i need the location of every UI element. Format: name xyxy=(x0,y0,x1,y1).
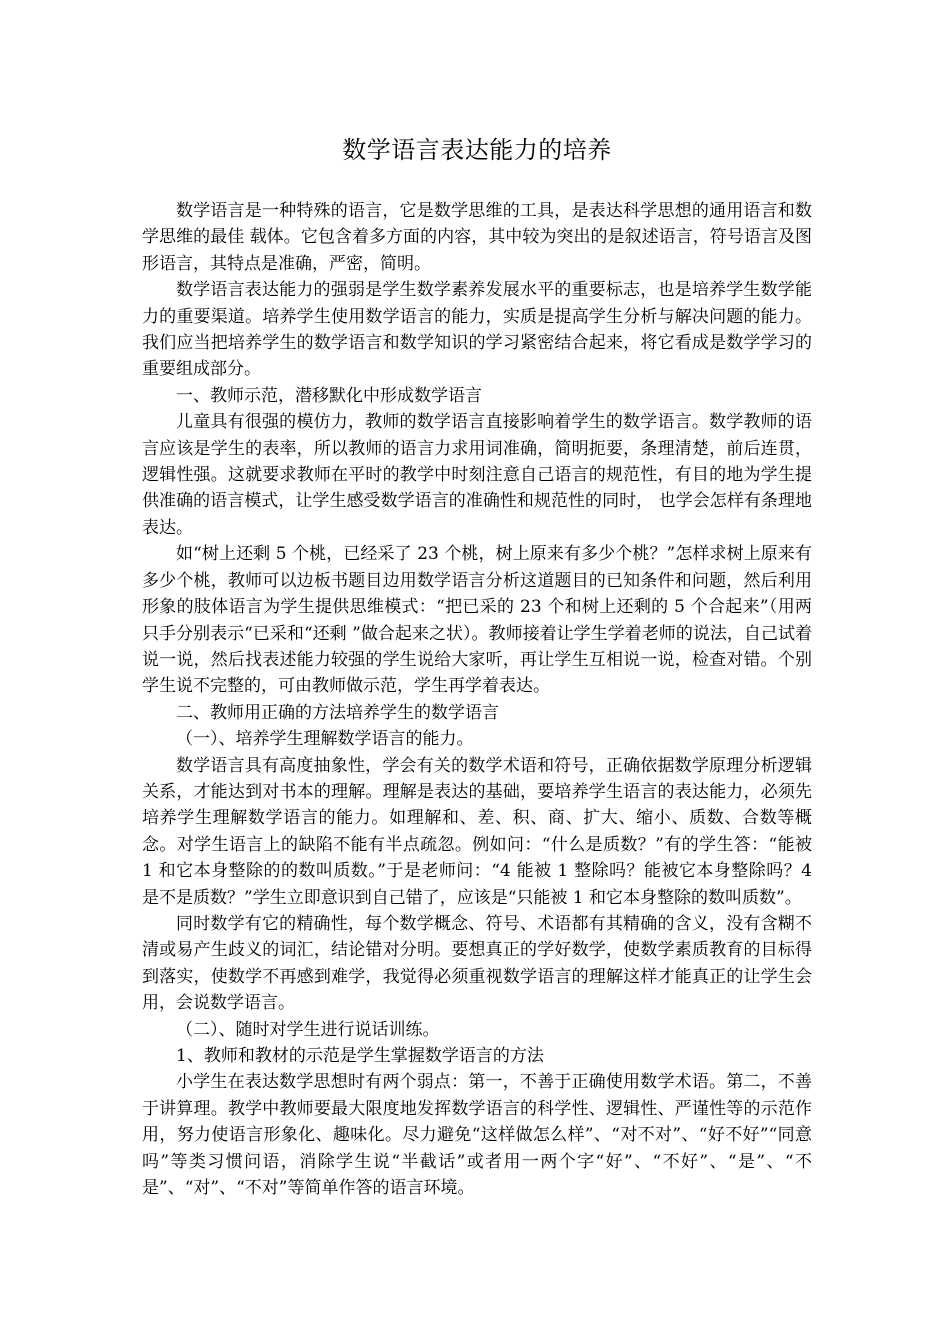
paragraph-intro: 数学语言是一种特殊的语言，它是数学思维的工具，是表达科学思想的通用语言和数学思维的最佳 载体。它包含着多方面的内容，其中较为突出的是叙述语言，符号语言及图形语言，其特点是准确，严密，简明。 xyxy=(142,201,812,274)
document-title: 数学语言表达能力的培养 xyxy=(342,136,612,164)
section-heading-2: 二、教师用正确的方法培养学生的数学语言 xyxy=(176,702,499,723)
paragraph-understanding: 数学语言具有高度抽象性，学会有关的数学术语和符号，正确依据数学原理分析逻辑关系，才能达到对书本的理解。理解是表达的基础，要培养学生语言的表达能力，必须先培养学生理解数学语言的能力。如理解和、差、积、商、扩大、缩小、质数、合数等概念。对学生语言上的缺陷不能有半点疏忽。例如问：“什么是质数？”有的学生答：“能被 1 和它本身整除的的数叫质数。”于是老师问：“4 能被 1 整除吗？能被它本身整除吗？4 是不是质数？”学生立即意识到自己错了，应该是“只能被 1 和它本身整除的数叫质数”。 xyxy=(142,755,812,908)
subsection-heading-1: （一）、培养学生理解数学语言的能力。 xyxy=(176,729,474,750)
subsection-heading-2: （二）、随时对学生进行说话训练。 xyxy=(176,1019,440,1040)
paragraph-imitation: 儿童具有很强的模仿力，教师的数学语言直接影响着学生的数学语言。数学教师的语言应该是学生的表率，所以教师的语言力求用词准确，简明扼要，条理清楚，前后连贯，逻辑性强。这就要求教师在平时的教学中时刻注意自己语言的规范性，有目的地为学生提供准确的语言模式，让学生感受数学语言的准确性和规范性的同时， 也学会怎样有条理地表达。 xyxy=(142,412,812,538)
section-heading-1: 一、教师示范，潜移默化中形成数学语言 xyxy=(176,385,482,406)
paragraph-precision: 同时数学有它的精确性，每个数学概念、符号、术语都有其精确的含义，没有含糊不清或易产生歧义的词汇，结论错对分明。要想真正的学好数学，使数学素质教育的目标得到落实，使数学不再感到难学，我觉得必须重视数学语言的理解这样才能真正的让学生会用，会说数学语言。 xyxy=(142,913,812,1014)
paragraph-importance: 数学语言表达能力的强弱是学生数学素养发展水平的重要标志，也是培养学生数学能力的重要渠道。培养学生使用数学语言的能力，实质是提高学生分析与解决问题的能力。我们应当把培养学生的数学语言和数学知识的学习紧密结合起来，将它看成是数学学习的重要组成部分。 xyxy=(142,280,812,380)
paragraph-weaknesses: 小学生在表达数学思想时有两个弱点：第一，不善于正确使用数学术语。第二，不善于讲算理。教学中教师要最大限度地发挥数学语言的科学性、逻辑性、严谨性等的示范作用，努力使语言形象化、趣味化。尽力避免“这样做怎么样”、“对不对”、“好不好”“同意吗”等类习惯问语，消除学生说“半截话”或者用一两个字“好”、“不好”、“是”、“不是”、“对”、“不对”等简单作答的语言环境。 xyxy=(142,1072,812,1199)
subsection-heading-2-1: 1、教师和教材的示范是学生掌握数学语言的方法 xyxy=(176,1046,544,1066)
paragraph-peach-example: 如“树上还剩 5 个桃，已经采了 23 个桃，树上原来有多少个桃？”怎样求树上原来有多少个桃，教师可以边板书题目边用数学语言分析这道题目的已知条件和问题，然后利用形象的肢体语言为学生提供思维模式：“把已采的 23 个和树上还剩的 5 个合起来”（用两只手分别表示“已采和“还剩 ”做合起来之状）。教师接着让学生学着老师的说法，自己试着说一说，然后找表述能力较强的学生说给大家听，再让学生互相说一说，检查对错。个别学生说不完整的，可由教师做示范，学生再学着表达。 xyxy=(142,544,812,697)
document-page xyxy=(142,128,812,1201)
